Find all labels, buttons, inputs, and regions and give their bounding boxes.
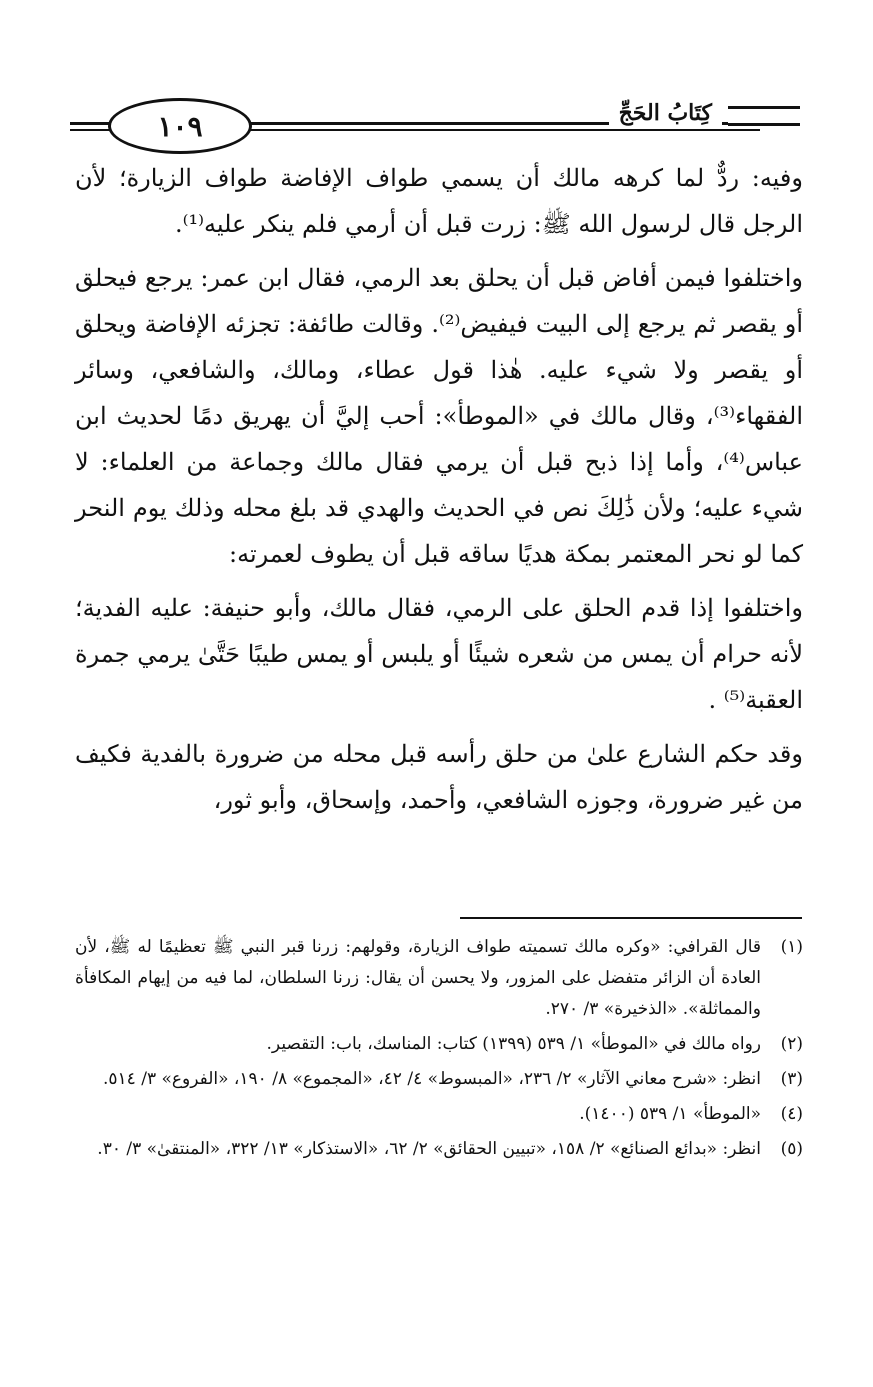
paragraph: وفيه: ردٌّ لما كرهه مالك أن يسمي طواف الإفاضة طواف الزيارة؛ لأن الرجل قال لرسول الله ﷺ: زرت قبل أن أرمي فلم ينكر عليه⁽¹⁾. bbox=[75, 164, 803, 238]
footnote-text: انظر: «شرح معاني الآثار» ٢/ ٢٣٦، «المبسوط» ٤/ ٤٢، «المجموع» ٨/ ١٩٠، «الفروع» ٣/ ٥١٤. bbox=[102, 1069, 761, 1089]
footnote-number: (٤) bbox=[780, 1104, 803, 1124]
page-header bbox=[70, 92, 800, 152]
footnote bbox=[75, 1029, 803, 1060]
footnote bbox=[75, 1064, 803, 1095]
footnotes bbox=[75, 932, 803, 1169]
book-title: كِتَابُ الحَجِّ bbox=[609, 100, 722, 126]
header-ornament bbox=[728, 106, 800, 126]
footnote bbox=[75, 1134, 803, 1165]
paragraph: وقد حكم الشارع علىٰ من حلق رأسه قبل محله من ضرورة بالفدية فكيف من غير ضرورة، وجوزه الشافعي، وأحمد، وإسحاق، وأبو ثور، bbox=[75, 740, 803, 814]
footnote bbox=[75, 932, 803, 1025]
footnote-number: (٢) bbox=[780, 1034, 803, 1054]
paragraph: واختلفوا فيمن أفاض قبل أن يحلق بعد الرمي، فقال ابن عمر: يرجع فيحلق أو يقصر ثم يرجع إلى البيت فيفيض⁽²⁾. وقالت طائفة: تجزئه الإفاضة ويحلق أو يقصر ولا شيء عليه. هٰذا قول عطاء، ومالك، والشافعي، وسائر الفقهاء⁽³⁾، وقال مالك في «الموطأ»: أحب إليَّ أن يهريق دمًا لحديث ابن عباس⁽⁴⁾، وأما إذا ذبح قبل أن يرمي فقال مالك وجماعة من العلماء: لا شيء عليه؛ ولأن ذَٰلِكَ نص في الحديث والهدي قد بلغ محله وذلك يوم النحر كما لو نحر المعتمر بمكة هديًا ساقه قبل أن يطوف لعمرته: bbox=[75, 264, 803, 568]
footnote-number: (١) bbox=[780, 937, 803, 957]
footnote-text: انظر: «بدائع الصنائع» ٢/ ١٥٨، «تبيين الحقائق» ٢/ ٦٢، «الاستذكار» ١٣/ ٣٢٢، «المنتقىٰ» ٣/ ٣٠. bbox=[97, 1139, 761, 1159]
main-text bbox=[75, 155, 803, 823]
footnote-text: «الموطأ» ١/ ٥٣٩ (١٤٠٠). bbox=[579, 1104, 761, 1124]
footnote-text: رواه مالك في «الموطأ» ١/ ٥٣٩ (١٣٩٩) كتاب: المناسك، باب: التقصير. bbox=[266, 1034, 761, 1054]
footnote-number: (٣) bbox=[780, 1069, 803, 1089]
footnote bbox=[75, 1099, 803, 1130]
footnote-number: (٥) bbox=[780, 1139, 803, 1159]
footnote-text: قال القرافي: «وكره مالك تسميته طواف الزيارة، وقولهم: زرنا قبر النبي ﷺ تعظيمًا له ﷺ، لأن العادة أن الزائر متفضل على المزور، ولا يحسن أن يقال: زرنا السلطان، لما فيه من إيهام المكافأة والمماثلة». «الذخيرة» ٣/ ٢٧٠. bbox=[75, 937, 761, 1019]
paragraph: واختلفوا إذا قدم الحلق على الرمي، فقال مالك، وأبو حنيفة: عليه الفدية؛ لأنه حرام أن يمس من شعره شيئًا أو يلبس أو يمس طيبًا حَتَّىٰ يرمي جمرة العقبة⁽⁵⁾ . bbox=[75, 594, 803, 714]
page-number: ١٠٩ bbox=[108, 98, 252, 154]
footnote-separator bbox=[460, 917, 802, 919]
